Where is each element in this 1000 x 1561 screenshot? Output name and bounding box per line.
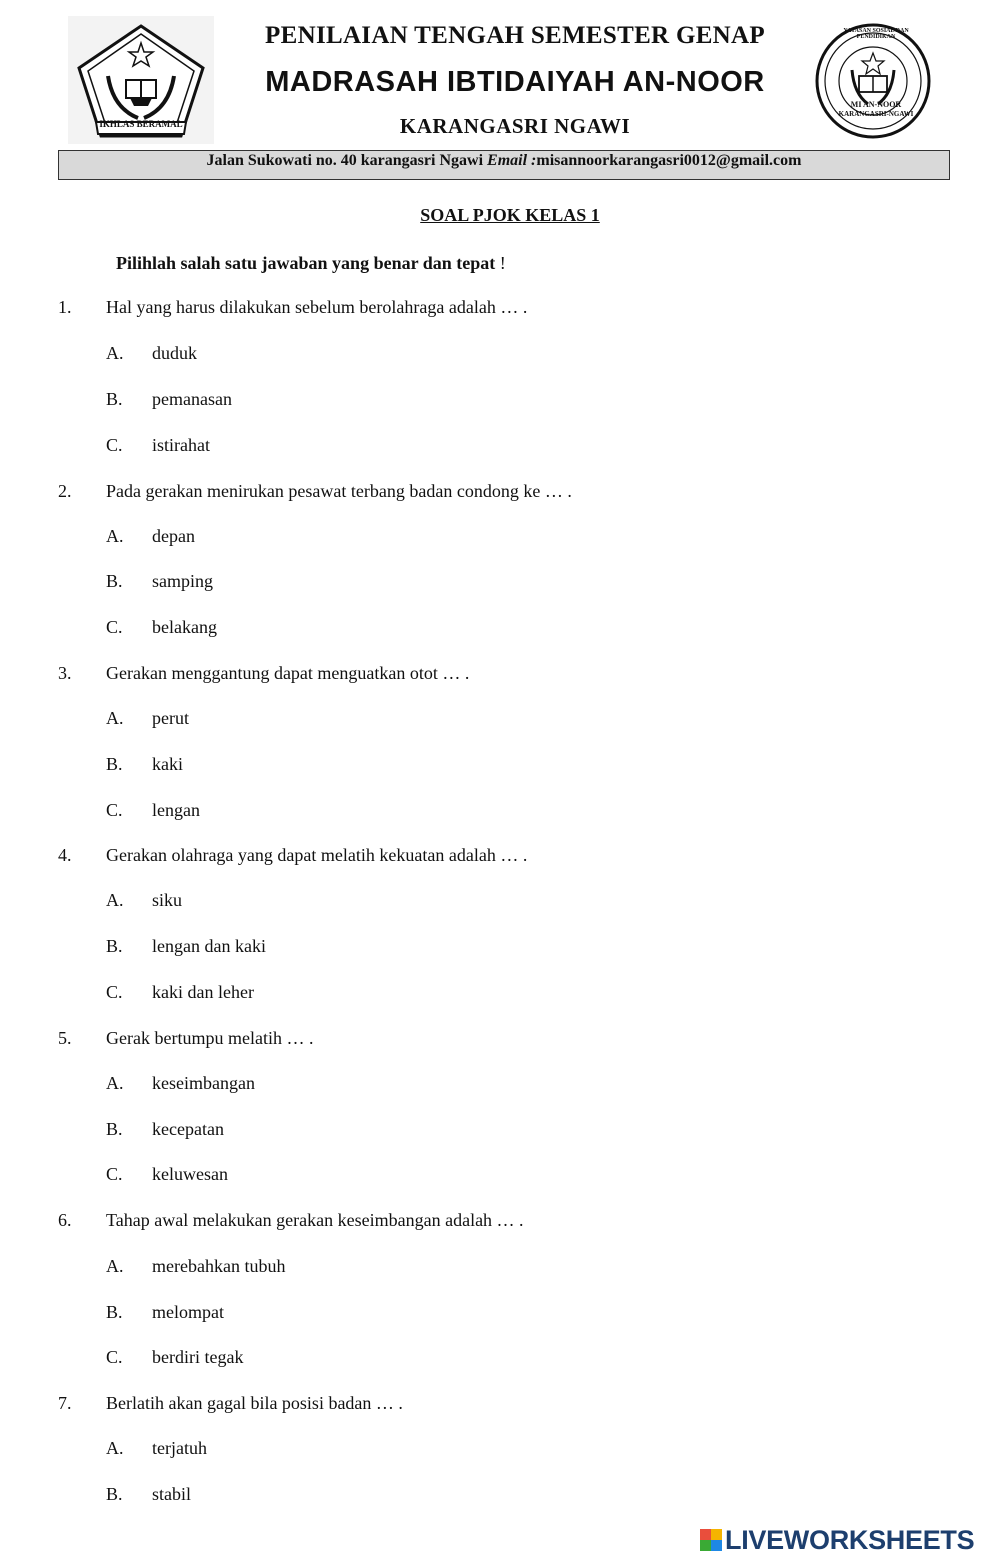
option-letter: A. — [106, 1438, 124, 1458]
question-text: Hal yang harus dilakukan sebelum berolahraga adalah … . — [106, 297, 528, 317]
instruction-text: Pilihlah salah satu jawaban yang benar dan tepat — [116, 253, 496, 273]
option-text[interactable]: pemanasan — [152, 389, 232, 409]
worksheet-title: SOAL PJOK KELAS 1 — [420, 205, 600, 225]
option-letter: C. — [106, 982, 123, 1002]
school-name: MADRASAH IBTIDAIYAH AN-NOOR — [265, 66, 765, 98]
option-text[interactable]: duduk — [152, 343, 197, 363]
email-address: misannoorkarangasri0012@gmail.com — [536, 152, 802, 169]
exam-title: PENILAIAN TENGAH SEMESTER GENAP — [265, 22, 765, 49]
liveworksheets-wordmark: LIVEWORKSHEETS — [725, 1524, 975, 1555]
option-text[interactable]: terjatuh — [152, 1438, 207, 1458]
question-text: Berlatih akan gagal bila posisi badan … . — [106, 1393, 403, 1413]
option-letter: A. — [106, 708, 124, 728]
option-letter: A. — [106, 1256, 124, 1276]
option-letter: A. — [106, 343, 124, 363]
option-text[interactable]: depan — [152, 526, 195, 546]
option-letter: A. — [106, 890, 124, 910]
address-line — [58, 152, 950, 170]
option-letter: C. — [106, 617, 123, 637]
option-letter: B. — [106, 1484, 123, 1504]
option-letter: B. — [106, 936, 123, 956]
email-label: Email : — [487, 152, 537, 169]
option-text[interactable]: lengan — [152, 800, 200, 820]
option-letter: A. — [106, 526, 124, 546]
left-logo-motto: IKHLAS BERAMAL — [99, 119, 183, 129]
question-text: Gerak bertumpu melatih … . — [106, 1028, 314, 1048]
question-number: 3. — [58, 663, 72, 683]
question-text: Pada gerakan menirukan pesawat terbang badan condong ke … . — [106, 481, 572, 501]
option-text[interactable]: samping — [152, 571, 213, 591]
question-number: 5. — [58, 1028, 72, 1048]
option-text[interactable]: kaki — [152, 754, 183, 774]
option-letter: B. — [106, 571, 123, 591]
question-text: Gerakan olahraga yang dapat melatih kekuatan adalah … . — [106, 845, 528, 865]
question-number: 4. — [58, 845, 72, 865]
option-letter: C. — [106, 1164, 123, 1184]
right-logo-location: KARANGASRI-NGAWI — [838, 110, 914, 118]
option-letter: C. — [106, 800, 123, 820]
address-text: Jalan Sukowati no. 40 karangasri Ngawi — [206, 152, 488, 169]
right-logo-ring-text: YAYASAN SOSIAL DAN PENDIDIKAN — [843, 28, 909, 40]
option-text[interactable]: perut — [152, 708, 189, 728]
question-number: 7. — [58, 1393, 72, 1413]
option-text[interactable]: lengan dan kaki — [152, 936, 266, 956]
option-letter: B. — [106, 1119, 123, 1139]
school-location: KARANGASRI NGAWI — [399, 114, 631, 138]
option-letter: C. — [106, 1347, 123, 1367]
instruction — [116, 253, 506, 274]
option-text[interactable]: kecepatan — [152, 1119, 224, 1139]
option-text[interactable]: istirahat — [152, 435, 210, 455]
option-text[interactable]: keluwesan — [152, 1164, 228, 1184]
liveworksheets-icon — [700, 1529, 722, 1551]
option-text[interactable]: belakang — [152, 617, 217, 637]
question-number: 1. — [58, 297, 72, 317]
question-text: Tahap awal melakukan gerakan keseimbangan adalah … . — [106, 1210, 524, 1230]
option-text[interactable]: stabil — [152, 1484, 191, 1504]
option-text[interactable]: siku — [152, 890, 183, 910]
question-number: 2. — [58, 481, 72, 501]
option-letter: B. — [106, 389, 123, 409]
instruction-end: ! — [495, 253, 506, 273]
liveworksheets-logo[interactable] — [700, 1524, 974, 1556]
question-number: 6. — [58, 1210, 72, 1230]
option-text[interactable]: merebahkan tubuh — [152, 1256, 286, 1276]
option-letter: B. — [106, 754, 123, 774]
option-letter: A. — [106, 1073, 124, 1093]
right-logo-school-name: MI AN-NOOR — [850, 100, 902, 109]
option-text[interactable]: keseimbangan — [152, 1073, 255, 1093]
option-text[interactable]: kaki dan leher — [152, 982, 254, 1002]
option-text[interactable]: berdiri tegak — [152, 1347, 244, 1367]
option-text[interactable]: melompat — [152, 1302, 224, 1322]
option-letter: B. — [106, 1302, 123, 1322]
option-letter: C. — [106, 435, 123, 455]
question-text: Gerakan menggantung dapat menguatkan otot … . — [106, 663, 470, 683]
